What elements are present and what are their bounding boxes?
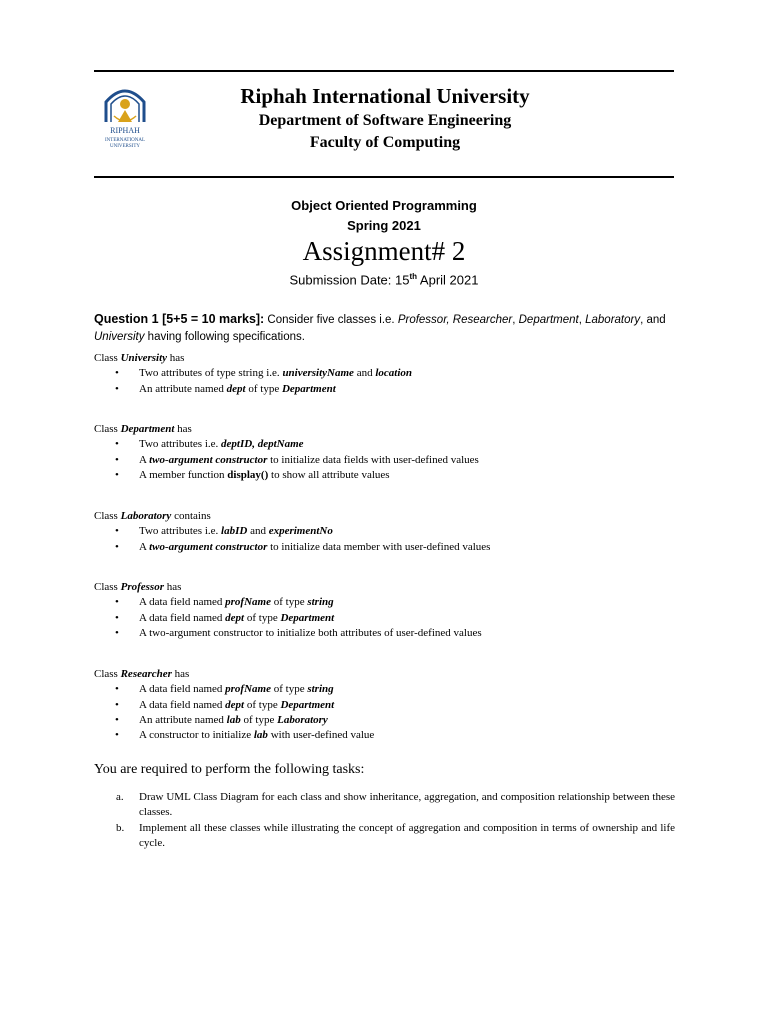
class-researcher-block [94,667,694,743]
faculty-title: Faculty of Computing [309,134,461,151]
class-professor-block [94,580,694,641]
list-item: • Two attributes i.e. labID and experimentNo [94,524,694,539]
course-term: Spring 2021 [347,218,421,233]
list-item: • A data field named dept of type Department [94,698,694,713]
logo-text-2: INTERNATIONAL [105,138,145,143]
list-item: • A member function display() to show all attribute values [94,468,694,483]
top-rule [94,70,674,72]
course-name: Object Oriented Programming [291,198,477,213]
question-text: Question 1 [5+5 = 10 marks]: Consider five classes i.e. Professor, Researcher, Department, Laboratory, and University having following specifications. [94,312,666,343]
list-item: • A two-argument constructor to initialize data member with user-defined values [94,540,694,555]
task-marker: b. [116,822,125,834]
class-university-heading: Class University has [94,352,185,364]
class-researcher-heading: Class Researcher has [94,668,190,680]
list-item: • An attribute named dept of type Department [94,382,694,397]
question-label: Question 1 [5+5 = 10 marks]: [94,312,265,326]
list-item: • A data field named dept of type Department [94,611,694,626]
tasks-intro: You are required to perform the following tasks: [94,762,365,777]
submission-date: Submission Date: 15th April 2021 [289,272,479,288]
department-title: Department of Software Engineering [258,112,512,129]
task-marker: a. [116,791,124,803]
list-item: • Two attributes of type string i.e. universityName and location [94,366,694,381]
university-title: Riphah International University [240,84,530,108]
class-laboratory-heading: Class Laboratory contains [94,510,211,522]
tasks-list [116,790,675,852]
assignment-title: Assignment# 2 [302,236,466,266]
list-item: • A two-argument constructor to initialize both attributes of user-defined values [94,626,694,641]
logo-text-3: UNIVERSITY [110,144,140,149]
list-item: • A data field named profName of type string [94,682,694,697]
class-professor-heading: Class Professor has [94,581,182,593]
list-item [116,821,675,850]
list-item: • An attribute named lab of type Laboratory [94,713,694,728]
logo-text-1: RIPHAH [110,126,140,135]
class-department-heading: Class Department has [94,423,192,435]
list-item: • A constructor to initialize lab with user-defined value [94,728,694,743]
university-logo [96,82,154,154]
bottom-rule [94,176,674,178]
list-item [116,790,675,819]
list-item: • A two-argument constructor to initialize data fields with user-defined values [94,453,694,468]
list-item: • Two attributes i.e. deptID, deptName [94,437,694,452]
class-department-block [94,422,694,483]
class-university-block [94,351,694,397]
task-text: Draw UML Class Diagram for each class and show inheritance, aggregation, and composition relationship between these classes. [139,791,675,818]
class-laboratory-block [94,509,694,555]
list-item: • A data field named profName of type string [94,595,694,610]
task-text: Implement all these classes while illustrating the concept of aggregation and composition in terms of ownership and life cycle. [139,822,675,849]
